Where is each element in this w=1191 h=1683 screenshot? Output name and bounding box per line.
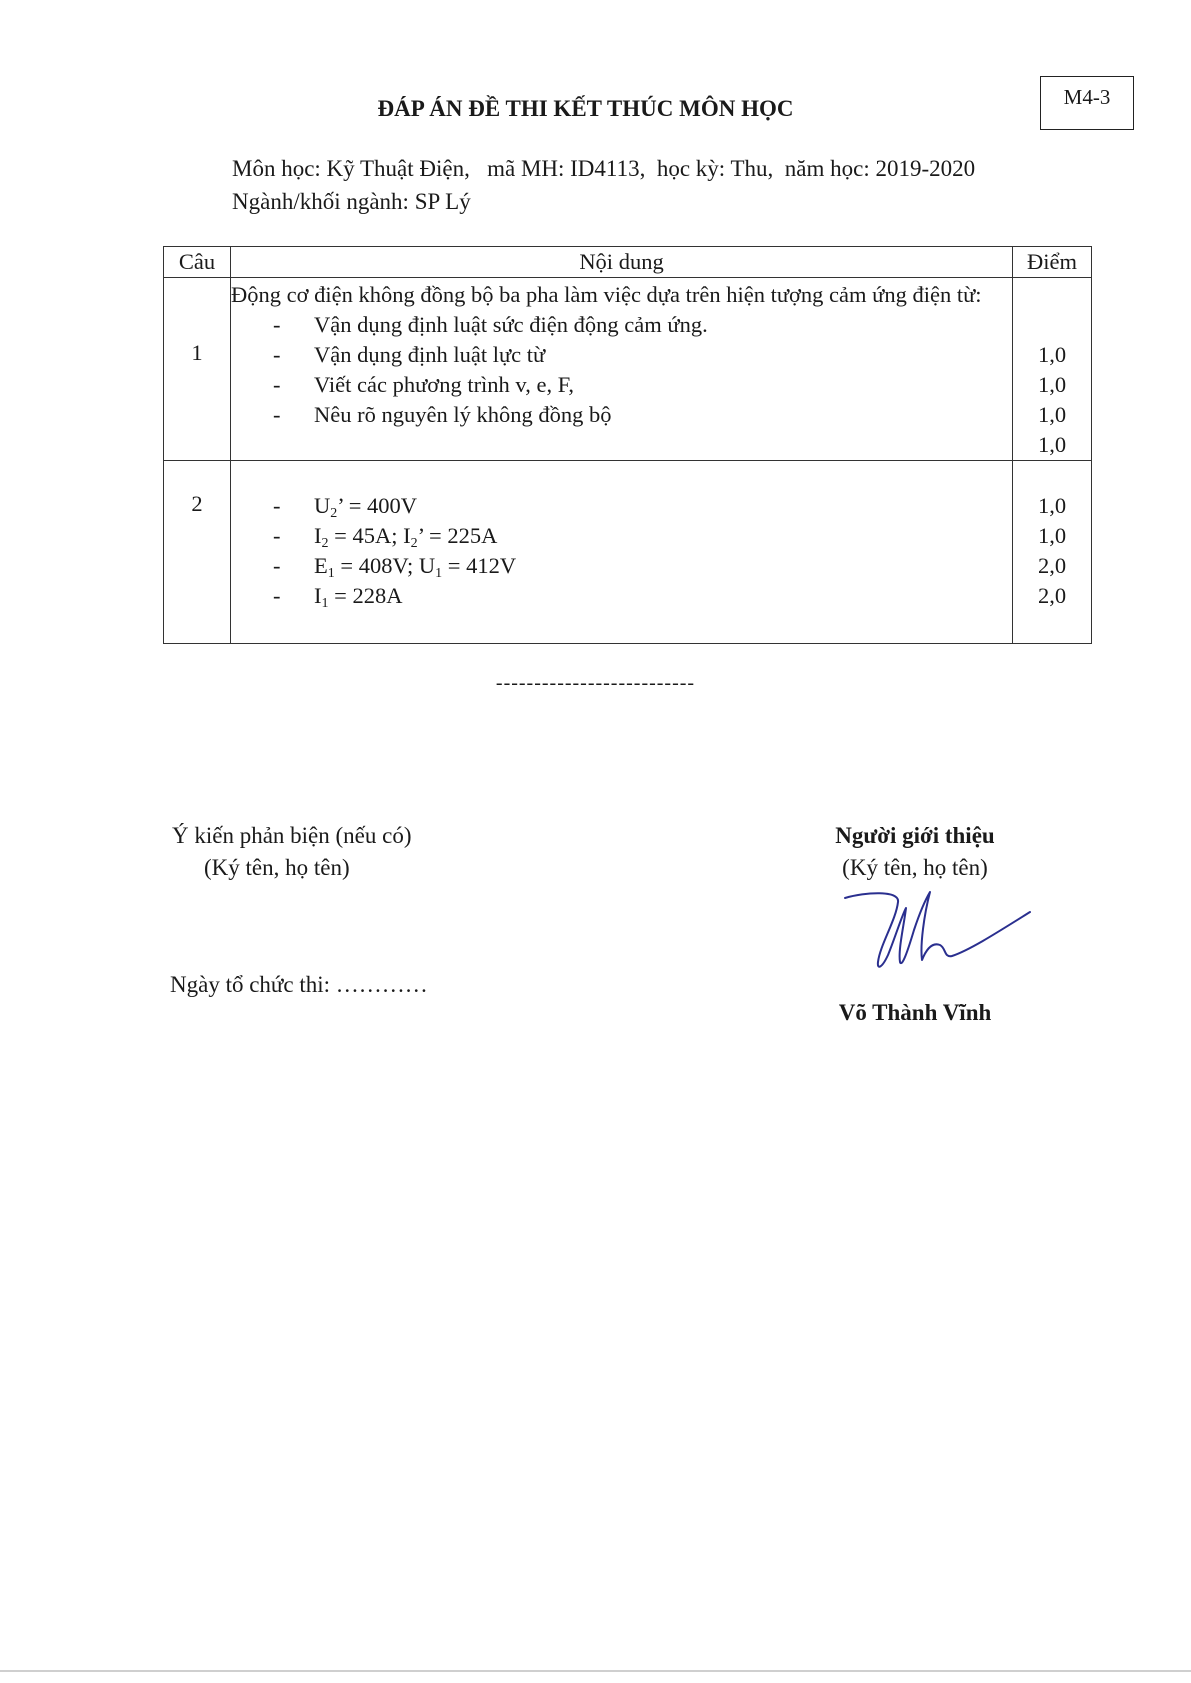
section-separator: --------------------------: [495, 672, 696, 694]
table-row: [164, 278, 1092, 461]
list-item: - $E_1 = 408V$; $U_1 = 412V$: [273, 553, 517, 581]
page-title: ĐÁP ÁN ĐỀ THI KẾT THÚC MÔN HỌC: [377, 96, 794, 121]
question-2-content: [231, 461, 1013, 644]
reviewer-note: (Ký tên, họ tên): [204, 855, 350, 880]
answer-table: [163, 246, 1092, 644]
list-item: - $U_2$’ = 400V: [273, 493, 418, 521]
question-2-number: 2: [191, 491, 203, 516]
score: 1,0: [1037, 523, 1067, 548]
question-number: [164, 278, 231, 461]
list-item: - $I_2 = 45A$; $I_2$’ = 225A: [273, 523, 498, 551]
header-content: Nội dung: [231, 247, 1013, 278]
table-row: [164, 461, 1092, 644]
reviewer-block: [172, 820, 412, 884]
list-item: - Vận dụng định luật lực từ: [273, 342, 546, 367]
score: 1,0: [1037, 402, 1067, 427]
score: 1,0: [1037, 432, 1067, 457]
presenter-label: Người giới thiệu: [835, 823, 995, 848]
question-1-scores: [1013, 278, 1092, 461]
table-header-row: [164, 247, 1092, 278]
score: 1,0: [1037, 493, 1067, 518]
document-code: M4-3: [1040, 76, 1134, 130]
presenter-note: (Ký tên, họ tên): [842, 855, 988, 880]
header-score: Điểm: [1013, 247, 1092, 278]
exam-date: Ngày tổ chức thi: …………: [170, 972, 428, 997]
list-item: - Viết các phương trình v, e, F,: [273, 372, 575, 397]
question-1-intro: Động cơ điện không đồng bộ ba pha làm việc dựa trên hiện tượng cảm ứng điện từ:: [231, 282, 982, 307]
major-info: Ngành/khối ngành: SP Lý: [232, 189, 471, 214]
question-number: [164, 461, 231, 644]
list-item: - Nêu rõ nguyên lý không đồng bộ: [273, 402, 612, 427]
question-2-scores: [1013, 461, 1092, 644]
scan-edge-line: [0, 1670, 1191, 1672]
question-1-number: 1: [191, 340, 203, 365]
score: 1,0: [1037, 372, 1067, 397]
question-1-content: [231, 278, 1013, 461]
header-question: Câu: [164, 247, 231, 278]
score: 1,0: [1037, 342, 1067, 367]
score: 2,0: [1037, 553, 1067, 578]
list-item: - Vận dụng định luật sức điện động cảm ứng.: [273, 312, 708, 337]
course-info: Môn học: Kỹ Thuật Điện, mã MH: ID4113, học kỳ: Thu, năm học: 2019-2020: [232, 156, 976, 181]
score: 2,0: [1037, 583, 1067, 608]
list-item: - $I_1 = 228A$: [273, 583, 403, 611]
handwritten-signature: [840, 890, 1040, 985]
presenter-name: Võ Thành Vĩnh: [838, 1000, 992, 1025]
presenter-block: [790, 820, 1040, 884]
reviewer-label: Ý kiến phản biện (nếu có): [172, 823, 412, 848]
